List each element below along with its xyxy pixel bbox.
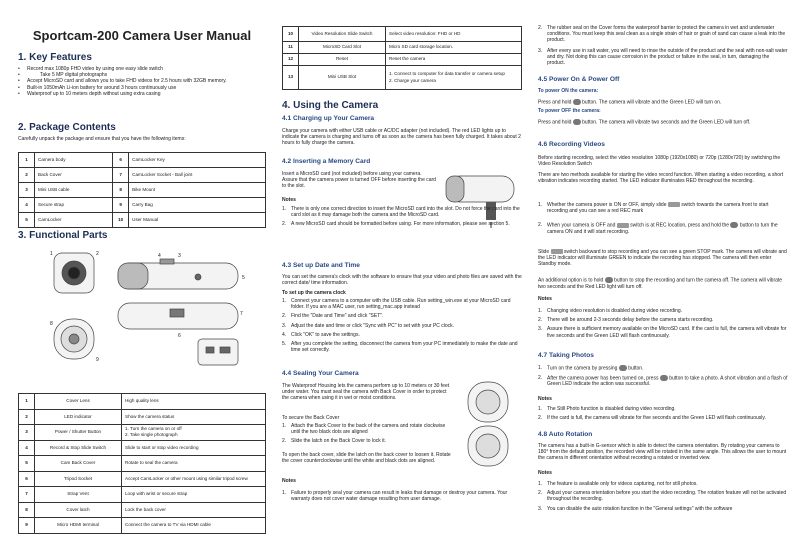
package-num-right: 6 <box>113 153 129 168</box>
port-shape-1 <box>206 347 214 353</box>
parts-row <box>283 27 522 42</box>
list-item <box>282 206 522 218</box>
list-item <box>282 341 522 353</box>
package-num-left: 1 <box>19 153 35 168</box>
list-number: 3. <box>282 322 287 329</box>
callout-7: 7 <box>240 311 243 317</box>
recording-method-item-2: 2. When your camera is OFF and switch is at REC location, press and hold the button to turn the camera ON and it will start recording. <box>538 222 778 235</box>
parts-table <box>18 393 266 534</box>
power-off-label: To power OFF the camera: <box>538 108 601 114</box>
sealing-figure-cover-bottom <box>476 434 500 458</box>
list-item <box>538 481 788 487</box>
parts-row <box>19 502 266 518</box>
parts-row <box>19 425 266 441</box>
part-description: Lock the back cover <box>122 502 266 518</box>
part-name: Reset <box>299 54 386 66</box>
package-num-left: 3 <box>19 183 35 198</box>
recording-text-2: There are two methods available for starting the video record function. When starting a video recording, a short vibration indicates recording started. The LED indicator illuminates RED throughout the recording. <box>538 172 784 185</box>
feature-item: • Record max 1080p FHD video by using one easy slide switch <box>18 66 266 72</box>
auto-rotation-notes <box>538 481 788 515</box>
list-number: 3. <box>538 326 543 333</box>
parts-row <box>19 518 266 534</box>
package-item-right: User Manual <box>129 213 266 228</box>
sealing-text: The Waterproof Housing lets the camera perform up to 10 meters or 30 feet under water. You must seal the camera with Back Cover in order to protect the camera when using it in wet or moist conditions. <box>282 383 450 402</box>
feature-item: • Waterproof up to 10 meters depth without using extra casing <box>18 91 266 97</box>
part-name: Video Resolution Slide Switch <box>299 27 386 42</box>
package-num-right: 7 <box>113 168 129 183</box>
package-row <box>19 168 266 183</box>
list-item <box>538 406 788 412</box>
list-text: After you complete the setting, disconnect the camera from your PC immediately to make the date and time set correctly. <box>291 341 518 354</box>
package-num-right: 9 <box>113 198 129 213</box>
part-name: Cover Lens <box>35 394 122 410</box>
list-item <box>538 48 788 67</box>
package-item-left: Camera body <box>35 153 113 168</box>
power-heading: 4.5 Power On & Power Off <box>538 76 620 83</box>
alt-text-a: An additional option is to hold <box>538 277 604 284</box>
part-name: MicroSD Card Slot <box>299 42 386 54</box>
stop-text-b: switch backward to stop recording and you can see a green STOP mark. The camera will vibrate and the LED indicator will illuminate GREEN to indicate the recording has stopped. The camera will then enter Standby mode. <box>538 249 787 268</box>
part-name: Cam Back Cover <box>35 456 122 472</box>
package-num-right: 10 <box>113 213 129 228</box>
date-time-subheading: To set up the camera clock <box>282 290 346 296</box>
list-number: 2. <box>282 313 287 320</box>
sealing-notes-label <box>282 478 522 484</box>
list-item <box>538 308 788 314</box>
auto-rotation-heading: 4.8 Auto Rotation <box>538 431 593 438</box>
part-description: 1. Turn the camera on or off 2. Take single photograph <box>122 425 266 441</box>
callout-1: 1 <box>50 251 53 257</box>
list-number: 2. <box>538 490 543 497</box>
sealing-heading: 4.4 Sealing Your Camera <box>282 370 359 377</box>
stop-text-a: Slide <box>538 249 550 255</box>
power-off-text <box>538 119 788 126</box>
sealing-open-text: To open the back cover, slide the latch on the back cover to loosen it. Rotate the cover counterclockwise until the white and black dots are aligned. <box>282 452 451 465</box>
alt-text-b: button to stop the recording and turn the camera off. The camera will vibrate two seconds and the Red LED light will turn off. <box>538 277 783 290</box>
list-item <box>282 323 522 329</box>
feature-item: • Take 5 MP digital photographs <box>18 72 266 78</box>
photos-heading: 4.7 Taking Photos <box>538 352 594 359</box>
part-description: Slide to start or stop video recording <box>122 440 266 456</box>
key-features-heading: 1. Key Features <box>18 52 92 63</box>
part-number: 11 <box>283 42 299 54</box>
part-name: Strap Vent <box>35 487 122 503</box>
notes-label: Notes <box>282 197 296 203</box>
auto-rotation-text: The camera has a built-in G-sensor which is able to detect the camera orientation. By rotating your camera to 180° from the default position, the recorded view will be rotated in the same angle. This allows the user to mount the camera in different orientation without recording a rotated or inverted view. <box>538 443 787 462</box>
list-text: The feature is available only for videos capturing, not for still photos. <box>547 481 698 487</box>
part-number: 1 <box>19 394 35 410</box>
list-number: 2. <box>538 317 543 324</box>
list-item <box>282 313 522 319</box>
package-item-right: CamLocker Key <box>129 153 266 168</box>
callout-9: 9 <box>96 357 99 363</box>
recording-stop-text <box>538 249 788 268</box>
side-switch <box>160 259 174 264</box>
list-text: You can disable the auto rotation function in the "General settings" with the software <box>547 505 733 512</box>
photos-notes <box>538 406 788 424</box>
list-item <box>538 415 788 421</box>
list-text: Slide the latch on the Back Cover to lock it. <box>291 438 387 445</box>
parts-row <box>283 66 522 90</box>
package-table <box>18 152 266 228</box>
list-text: A new MicroSD card should be formatted before using. For more information, please see section 5. <box>291 221 510 228</box>
package-item-left: Secure strap <box>35 198 113 213</box>
package-num-left: 2 <box>19 168 35 183</box>
part-name: Mini USB Slot <box>299 66 386 90</box>
auto-rotation-notes-heading: Notes <box>538 470 552 476</box>
method-2-text-c: button to turn the camera ON and it will start recording. <box>547 222 778 235</box>
parts-row <box>19 456 266 472</box>
front-lens-inner <box>68 267 80 279</box>
port-shape-2 <box>220 347 230 353</box>
recording-notes <box>538 308 788 342</box>
package-intro: Carefully unpack the package and ensure that you have the following items: <box>18 136 186 142</box>
list-item <box>282 423 452 435</box>
package-row <box>19 183 266 198</box>
list-number: 3. <box>538 505 543 512</box>
list-number: 1. <box>538 308 543 314</box>
parts-row <box>19 394 266 410</box>
list-item <box>538 25 788 44</box>
part-name: Power / Shutter Button <box>35 425 122 441</box>
date-time-text: You can set the camera's clock with the software to ensure that your video and photo files are saved with the correct date/ time information. <box>282 274 522 287</box>
functional-parts-heading: 3. Functional Parts <box>18 230 108 241</box>
feature-item: • Built-in 1050mAh Li-ion battery for around 3 hours continuously use <box>18 85 266 91</box>
sealing-figure <box>460 378 522 468</box>
part-description: Reset the camera <box>386 54 522 66</box>
parts-table-continued <box>282 26 522 90</box>
memory-card-heading: 4.2 Inserting a Memory Card <box>282 158 371 165</box>
sealing-secure-label: To secure the Back Cover <box>282 415 340 421</box>
part-name: Cover latch <box>35 502 122 518</box>
part-number: 4 <box>19 440 35 456</box>
part-description: Connect the camera to TV via HDMI cable <box>122 518 266 534</box>
part-number: 5 <box>19 456 35 472</box>
list-item <box>538 317 788 323</box>
list-number: 1. <box>282 423 287 429</box>
list-item <box>282 490 522 502</box>
list-text: Changing video resolution is disabled during video recording. <box>547 308 683 314</box>
list-text: There is only one correct direction to insert the MicroSD card into the slot. Do not force the card into the card slot as it may damage both the camera and the MicroSD card. <box>291 206 520 219</box>
package-num-left: 5 <box>19 213 35 228</box>
part-name: Record & Stop Slide Switch <box>35 440 122 456</box>
callout-8: 8 <box>50 321 53 327</box>
package-row <box>19 198 266 213</box>
power-off-text-b: button. The camera will vibrate two seconds and the Green LED will turn off. <box>582 119 751 126</box>
part-number: 6 <box>19 471 35 487</box>
power-button-icon <box>605 277 613 283</box>
list-item <box>538 506 788 512</box>
list-number: 2. <box>538 25 543 31</box>
sealing-figure-cover-top <box>476 390 500 414</box>
sealing-steps <box>282 423 452 448</box>
parts-row <box>19 471 266 487</box>
part-description: Show the camera status <box>122 409 266 425</box>
power-button-icon <box>730 222 738 228</box>
page-title: Sportcam-200 Camera User Manual <box>32 28 252 43</box>
package-item-left: CamLocker <box>35 213 113 228</box>
package-num-left: 4 <box>19 198 35 213</box>
list-text: If the card is full, the camera will vibrate for five seconds and the Green LED will flash continuously. <box>547 415 766 422</box>
power-on-label: To power ON the camera: <box>538 88 599 94</box>
list-text: Assure there is sufficient memory available on the MicroSD card. If the card is full, the camera will vibrate for five seconds and the Green LED will flash continuously. <box>547 326 787 339</box>
memory-notes <box>282 206 522 231</box>
list-text: Find the "Date and Time" and click "SET". <box>291 313 384 320</box>
callout-3: 3 <box>178 253 181 259</box>
date-time-heading: 4.3 Set up Date and Time <box>282 262 360 269</box>
power-button-icon <box>573 99 581 105</box>
list-number: 1. <box>282 206 287 212</box>
list-number: 1. <box>282 298 287 304</box>
list-number: 1. <box>282 490 287 496</box>
power-on-text-b: button. The camera will vibrate and the Green LED will turn on. <box>582 99 722 106</box>
date-time-steps <box>282 298 522 356</box>
part-description: Loop with wrist or secure strap <box>122 487 266 503</box>
record-switch-icon <box>617 223 629 228</box>
figure-camera-lens <box>446 176 464 202</box>
recording-notes-label <box>538 296 788 302</box>
side-lens-end <box>118 263 148 289</box>
recording-method-2 <box>538 222 788 235</box>
key-features-list <box>18 66 266 97</box>
callout-5: 5 <box>242 275 245 281</box>
list-number: 2. <box>282 438 287 445</box>
sealing-notes <box>282 490 522 505</box>
part-description: Select video resolution: FHD or HD <box>386 27 522 42</box>
package-row <box>19 153 266 168</box>
power-button-icon <box>573 119 581 125</box>
package-item-left: Back Cover <box>35 168 113 183</box>
list-number: 1. <box>538 481 543 487</box>
part-name: LED indicator <box>35 409 122 425</box>
list-text: Click "OK" to save the settings. <box>291 331 360 338</box>
part-number: 8 <box>19 502 35 518</box>
power-button-icon <box>619 365 627 371</box>
part-description: Micro SD card storage location. <box>386 42 522 54</box>
package-num-right: 8 <box>113 183 129 198</box>
callout-4: 4 <box>158 253 161 259</box>
list-text: There will be around 2-3 seconds delay before the camera starts recording. <box>547 317 714 324</box>
package-item-right: CamLocker Socket - Ball joint <box>129 168 266 183</box>
parts-row <box>283 54 522 66</box>
photo-step-2-text-b: button to take a photo. A short vibration and a flash of Green LED indicate the action was successful. <box>547 374 788 388</box>
record-switch-icon <box>551 249 563 254</box>
list-item <box>538 490 788 502</box>
camera-diagram <box>48 243 268 373</box>
charging-text: Charge your camera with either USB cable or AC/DC adapter (not included). The red LED lights up to indicate the camera is charging and turns off as soon as the camera has been fully charged. It takes about 2 hours to fully charge the camera. <box>282 128 521 147</box>
list-text: Adjust the date and time or click "Sync with PC" to set with your PC clock. <box>291 322 455 329</box>
list-number: 4. <box>282 331 287 338</box>
recording-method-1 <box>538 202 788 214</box>
recording-alt-text <box>538 277 788 290</box>
part-description: Accept CamLocker or other mount using similar tripod screw <box>122 471 266 487</box>
list-item <box>282 332 522 338</box>
auto-rotation-notes-label <box>538 470 788 476</box>
parts-row <box>283 42 522 54</box>
list-text: The rubber seal on the Cover forms the waterproof barrier to protect the camera in wet and underwater conditions. You must keep this seal clean as a single strain of hair or grain of sand can cause a leak into the product. <box>547 25 786 44</box>
part-number: 3 <box>19 425 35 441</box>
part-number: 10 <box>283 27 299 42</box>
power-button-icon <box>660 375 668 381</box>
method-2-text-b: switch is at REC location, press and hold the <box>630 222 730 229</box>
part-number: 7 <box>19 487 35 503</box>
back-cover-center <box>69 334 79 344</box>
sealing-notes-continued <box>538 25 788 70</box>
using-camera-heading: 4. Using the Camera <box>282 100 379 111</box>
package-item-right: Bike Mount <box>129 183 266 198</box>
photos-steps <box>538 365 788 387</box>
part-description: High quality lens <box>122 394 266 410</box>
list-item <box>282 298 522 310</box>
tripod-socket-shape <box>170 309 184 317</box>
power-on-text <box>538 99 788 106</box>
feature-item: • Accept MicroSD card and allows you to take FHD videos for 2.5 hours with 32GB memory. <box>18 78 266 84</box>
parts-row <box>19 440 266 456</box>
recording-heading: 4.6 Recording Videos <box>538 141 605 148</box>
part-name: Tripod Socket <box>35 471 122 487</box>
side-button <box>195 274 201 280</box>
list-number: 2. <box>538 415 543 422</box>
package-row <box>19 213 266 228</box>
list-number: 5. <box>282 341 287 348</box>
part-number: 9 <box>19 518 35 534</box>
power-on-text-a: Press and hold <box>538 99 572 106</box>
part-number: 13 <box>283 66 299 90</box>
memory-card-text: Insert a MicroSD card (not included) before using your camera. Assure that the camera power is turned OFF before inserting the card to the slot. <box>282 171 436 190</box>
list-number: 3. <box>538 47 543 54</box>
part-name: Micro HDMI terminal <box>35 518 122 534</box>
list-text: Adjust your camera orientation before you start the video recording. The rotation feature will not be activated throughout the recording. <box>547 490 787 503</box>
photo-step-2-text-a: After the camera power has been turned on, press <box>547 374 659 381</box>
recording-method-item-1: 1. Whether the camera power is ON or OFF, simply slide switch towards the camera front to start recording and you can see a red REC mark <box>538 202 769 215</box>
list-item <box>538 326 788 338</box>
photo-step-1-text-a: Turn on the camera by pressing <box>547 365 618 372</box>
sealing-notes-heading: Notes <box>282 478 296 484</box>
part-description: Rotate to seal the camera <box>122 456 266 472</box>
callout-6: 6 <box>178 333 181 339</box>
list-number: 1. <box>538 406 543 412</box>
record-switch-icon <box>668 202 680 207</box>
power-off-text-a: Press and hold <box>538 119 572 126</box>
photos-notes-heading: Notes <box>538 396 552 402</box>
list-text: Connect your camera to a computer with the USB cable. Run setting_win.exe at your MicroSD card folder. If you are a MAC user, run setting_mac.app instead <box>291 298 511 311</box>
method-2-text-a: When your camera is OFF and <box>547 222 616 229</box>
list-text: Failure to properly seal your camera can result in leaks that damage or destroy your camera. Your warranty does not cover water damage resulting from user damage. <box>291 490 508 503</box>
recording-text-1: Before starting recording, select the video resolution 1080p (1920x1080) or 720p (1280x720) by switching the Video Resolution Switch <box>538 155 781 168</box>
charging-heading: 4.1 Charging up Your Camera <box>282 115 375 122</box>
photos-notes-label <box>538 396 788 402</box>
part-number: 2 <box>19 409 35 425</box>
package-contents-heading: 2. Package Contents <box>18 122 116 133</box>
list-item <box>282 438 452 444</box>
recording-notes-heading: Notes <box>538 296 552 302</box>
method-1-text-b: switch towards the camera front to start recording and you can see a red REC mark <box>547 202 769 215</box>
camera-port-view <box>198 339 238 365</box>
list-number: 2. <box>282 221 287 228</box>
list-item <box>282 221 522 227</box>
package-item-left: Mini USB cable <box>35 183 113 198</box>
list-text: Attach the Back Cover to the back of the camera and rotate clockwise until the two black dots are aligned <box>291 423 446 436</box>
list-text: The Still Photo function is disabled during video recording. <box>547 406 676 412</box>
part-number: 12 <box>283 54 299 66</box>
parts-row <box>19 409 266 425</box>
photo-step-1-text-b: button. <box>628 365 644 372</box>
memory-notes-label <box>282 197 438 203</box>
callout-2: 2 <box>96 251 99 257</box>
parts-row <box>19 487 266 503</box>
photo-step-1: 1. Turn on the camera by pressing button. <box>538 365 644 372</box>
method-1-text-a: Whether the camera power is ON or OFF, simply slide <box>547 202 667 208</box>
photo-step-2: 2. After the camera power has been turned on, press button to take a photo. A short vibration and a flash of Green LED indicate the action was successful. <box>538 374 788 388</box>
package-item-right: Carry Bag <box>129 198 266 213</box>
part-description: 1. Connect to computer for data transfer or camera setup 2. Charge your camera <box>386 66 522 90</box>
list-text: After every use in salt water, you will need to rinse the outside of the product and the seal with non-salt water and dry. Not doing this can cause corrosion in the product or failure in the seal, in turn, damaging the product. <box>547 47 788 67</box>
